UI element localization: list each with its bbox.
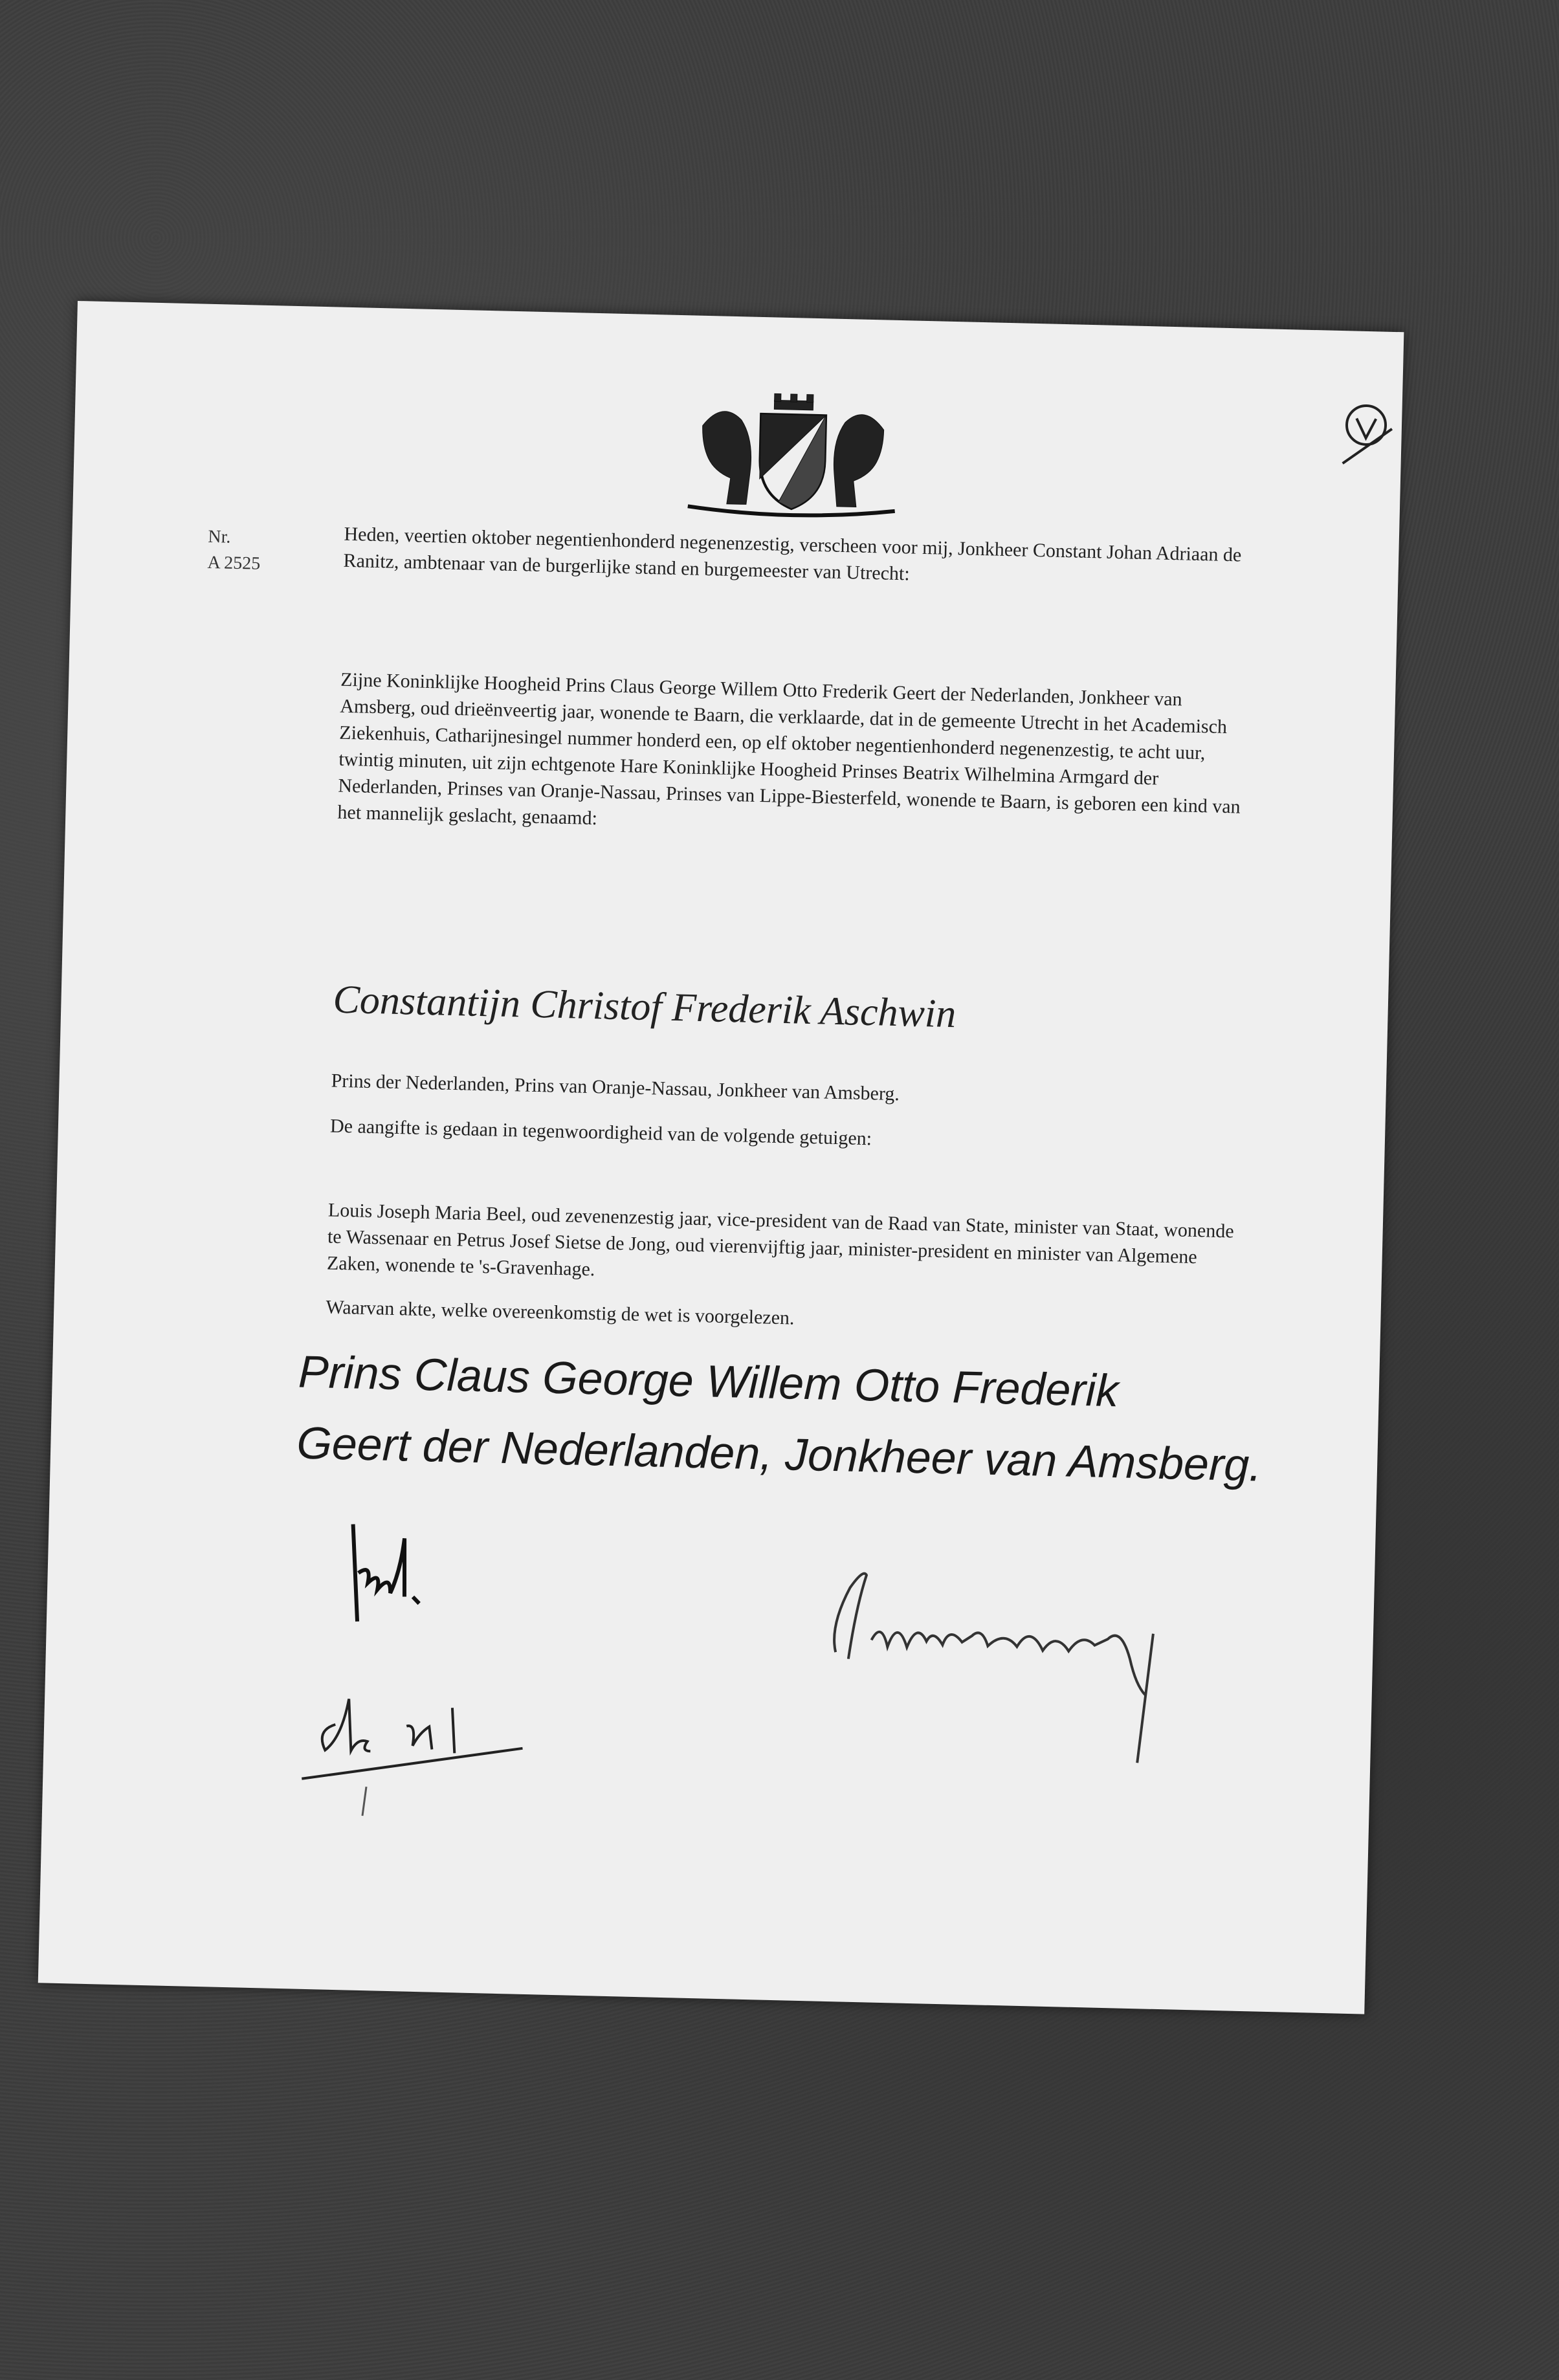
nr-label: Nr.: [208, 526, 231, 547]
act-number-block: [207, 524, 261, 577]
coat-of-arms-icon: [674, 386, 911, 521]
declaration-paragraph: Zijne Koninklijke Hoogheid Prins Claus George Willem Otto Frederik Geert der Nederlanden, Jonkheer van Amsberg, oud drieënveertig jaar, wonende te Baarn, die verklaarde, dat in de gemeente Utrecht in het Academisch Ziekenhuis, Catharijnesingel nummer honderd een, op elf oktober negentienhonderd negenenzestig, te acht uur, twintig minuten, uit zijn echtgenote Hare Koninklijke Hoogheid Prinses Beatrix Wilhelmina Armgard der Nederlanden, Prinses van Oranje-Nassau, Prinses van Lippe-Biesterfeld, wonende te Baarn, is geboren een kind van het mannelijk geslacht, genaamd:: [337, 668, 1241, 830]
child-name-text: Constantijn Christof Frederik Aschwin: [332, 977, 956, 1037]
witnesses-paragraph: Louis Joseph Maria Beel, oud zevenenzestig jaar, vice-president van de Raad van State, minister van Staat, wonende te Wassenaar en Petrus Josef Sietse de Jong, oud vierenvijftig jaar, minister-president en minister van Algemene Zaken, wonende te 's-Gravenhage.: [326, 1199, 1235, 1281]
closing-paragraph: Waarvan akte, welke overeenkomstig de wet is voorgelezen.: [326, 1296, 795, 1329]
act-number: A 2525: [207, 552, 261, 574]
registrar-signature: [807, 1548, 1265, 1765]
father-signature: [296, 1329, 1335, 1522]
handwritten-child-name: [332, 961, 1149, 1058]
de-jong-signature: [288, 1658, 628, 1835]
father-signature-line-2: Geert der Nederlanden, Jonkheer van Amsberg.: [296, 1417, 1263, 1491]
beel-signature: [330, 1511, 528, 1684]
handwritten-initials-mark: [1329, 395, 1415, 475]
opening-paragraph: Heden, veertien oktober negentienhonderd negenenzestig, verscheen voor mij, Jonkheer Constant Johan Adriaan de Ranitz, ambtenaar van de burgerlijke stand en burgemeester van Utrecht:: [343, 523, 1242, 585]
witness-intro-paragraph: De aangifte is gedaan in tegenwoordigheid van de volgende getuigen:: [329, 1115, 872, 1150]
title-paragraph: Prins der Nederlanden, Prins van Oranje-Nassau, Jonkheer van Amsberg.: [331, 1070, 900, 1105]
birth-certificate-page: [38, 301, 1404, 2014]
father-signature-line-1: Prins Claus George Willem Otto Frederik: [298, 1346, 1120, 1416]
